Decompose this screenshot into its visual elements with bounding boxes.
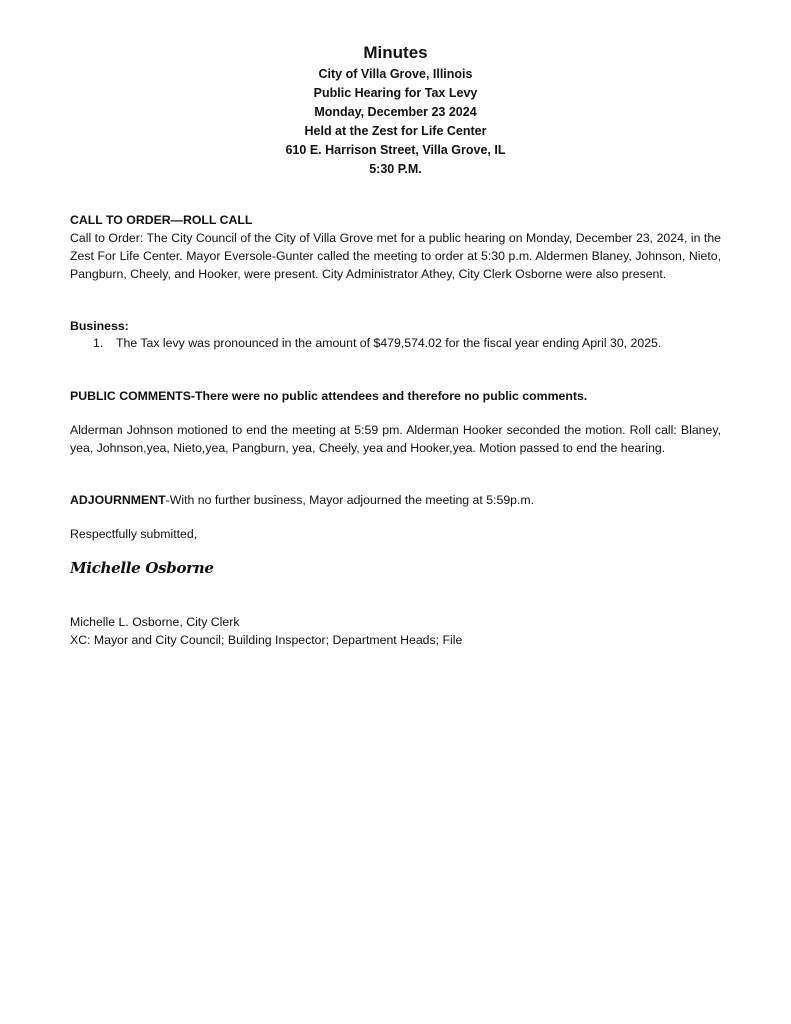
motion-paragraph: Alderman Johnson motioned to end the meeting at 5:59 pm. Alderman Hooker seconded the motion. Roll call: Blaney, yea, Johnson,yea, Nieto,yea, Pangburn, yea, Cheely, yea and Hooker,yea. Motion passed to end the hearing.	[70, 423, 721, 455]
list-item-text: The Tax levy was pronounced in the amount of $479,574.02 for the fiscal year ending April 30, 2025.	[116, 336, 662, 350]
header-meeting-type: Public Hearing for Tax Levy	[313, 86, 478, 100]
public-comments: PUBLIC COMMENTS-There were no public attendees and therefore no public comments.	[70, 389, 588, 403]
header-time: 5:30 P.M.	[369, 162, 422, 176]
call-to-order-text: Call to Order: The City Council of the City of Villa Grove met for a public hearing on Monday, December 23, 2024, in the Zest For Life Center. Mayor Eversole-Gunter called the meeting to order at 5:30 p.m. Aldermen Blaney, Johnson, Nieto, Pangburn, Cheely, and Hooker, were present. City Administrator Athey, City Clerk Osborne were also present.	[70, 231, 721, 281]
adjournment-text: -With no further business, Mayor adjourned the meeting at 5:59p.m.	[165, 493, 535, 507]
business-heading: Business:	[70, 319, 129, 333]
closing-text: Respectfully submitted,	[70, 527, 198, 541]
list-item-number: 1.	[93, 336, 104, 350]
header-date: Monday, December 23 2024	[314, 105, 477, 119]
header-city: City of Villa Grove, Illinois	[318, 67, 473, 81]
list-item	[93, 334, 733, 352]
signature: Michelle Osborne	[70, 559, 214, 577]
header-location: Held at the Zest for Life Center	[304, 124, 487, 138]
adjournment-paragraph	[70, 491, 721, 509]
clerk-name: Michelle L. Osborne, City Clerk	[70, 615, 240, 629]
distribution-list: XC: Mayor and City Council; Building Inspector; Department Heads; File	[70, 633, 463, 647]
adjournment-label: ADJOURNMENT	[70, 493, 166, 507]
call-to-order-heading: CALL TO ORDER—ROLL CALL	[70, 213, 253, 227]
document-title: Minutes	[363, 43, 428, 62]
header-address: 610 E. Harrison Street, Villa Grove, IL	[285, 143, 506, 157]
document-header	[0, 42, 791, 179]
